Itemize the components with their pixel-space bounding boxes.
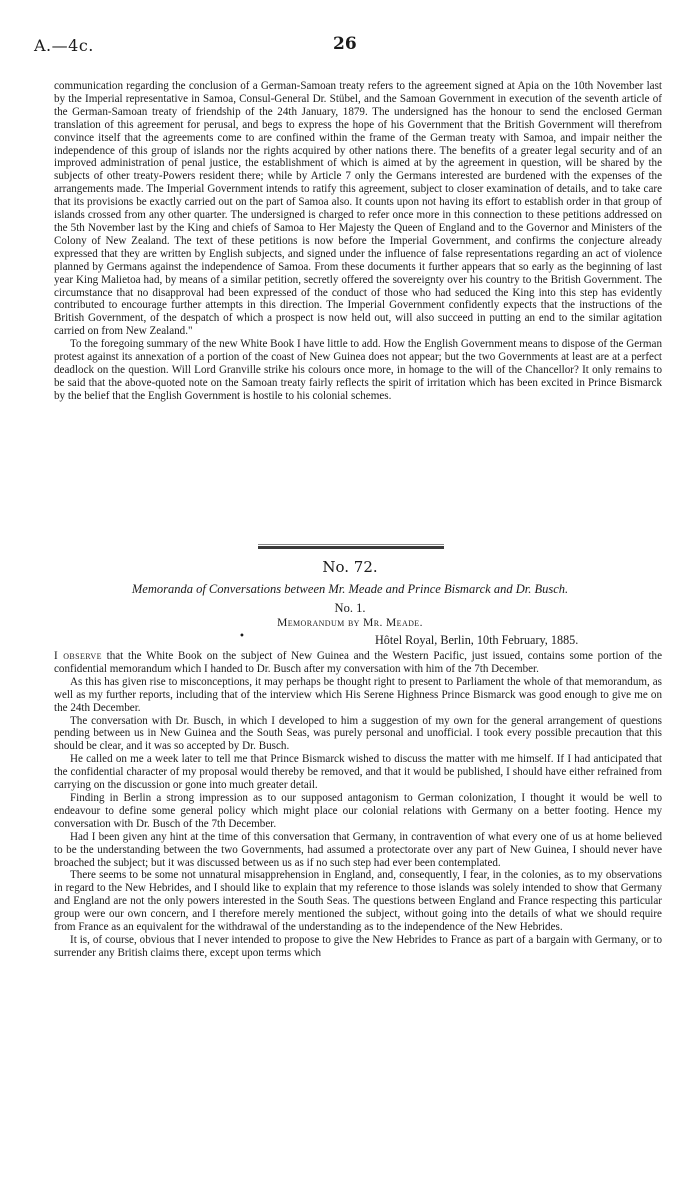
memorandum-body — [54, 650, 662, 960]
print-mark: • — [239, 631, 245, 642]
paragraph: He called on me a week later to tell me that Prince Bismarck wished to discuss the matter with me himself. If I had anticipated that the confidential character of my proposal would thereby be removed, and that it would be published, I should have either refrained from carrying on the discussion or gone into much greater detail. — [54, 753, 662, 792]
memo-number: No. 1. — [334, 601, 366, 615]
paragraph: The conversation with Dr. Busch, in which I developed to him a suggestion of my own for the general arrangement of questions pending between us in New Guinea and the South Seas, was purely personal and unofficial. I took every possible precaution that this should be clear, and it was so accepted by Dr. Busch. — [54, 714, 662, 753]
section-number: No. 72. — [322, 558, 378, 576]
paragraph-lead: I observe — [54, 650, 102, 662]
memo-author: Memorandum by Mr. Meade. — [277, 617, 423, 629]
paragraph: It is, of course, obvious that I never intended to propose to give the New Hebrides to France as part of a bargain with Germany, or to surrender any British claims there, except upon terms which — [54, 933, 662, 959]
page-number: 26 — [333, 34, 357, 54]
paragraph: Finding in Berlin a strong impression as to our supposed antagonism to German colonization, I thought it would be well to endeavour to define some general policy which might place our colonial relations with Germany on a better footing. Hence my conversation with Dr. Busch of the 7th December. — [54, 791, 662, 830]
section-title: Memoranda of Conversations between Mr. Meade and Prince Bismarck and Dr. Busch. — [131, 582, 569, 596]
section-divider — [258, 546, 444, 549]
paragraph: There seems to be some not unnatural misapprehension in England, and, consequently, I fear, in the colonies, as to my observations in regard to the New Hebrides, and I should like to explain that my reference to those islands was solely intended to show that Germany and England are not the only powers interested in the South Seas. The questions between England and France respecting this particular group were our own concern, and I therefore merely mentioned the subject, without going into the details of what we should require from France as an equivalent for the withdrawal of the understanding as to the independence of the New Hebrides. — [54, 869, 662, 934]
dateline: Hôtel Royal, Berlin, 10th February, 1885. — [375, 633, 579, 647]
paragraph: communication regarding the conclusion of a German-Samoan treaty refers to the agreement signed at Apia on the 10th November last by the Imperial representative in Samoa, Consul-General Dr. Stübel, and the Samoan Government in execution of the seventh article of the German-Samoan treaty of friendship of the 24th January, 1879. The undersigned has the honour to send the enclosed German translation of this agreement for perusal, and begs to express the hope of his Government that the British Government will therefrom convince itself that the agreements come to are confined within the frame of the German treaty with Samoa, and impair neither the independence of this group of islands nor the rights acquired by other nations there. The benefits of a greater legal security and of an improved administration of penal justice, the establishment of which is aimed at by the agreement in question, will be shared by the subjects of other treaty-Powers resident there; while by Article 7 only the Germans interested are burdened with the expenses of the arrangements made. The Imperial Government intends to ratify this agreement, subject to closer examination of details, and to take care that its provisions be exactly carried out on the part of Samoa also. It counts upon not having its effort to establish order in that group of islands crossed from any other quarter. The undersigned is charged to refer once more in this connection to these petitions addressed on the 5th November last by the King and chiefs of Samoa to Her Majesty the Queen of England and to the Governor and Ministers of the Colony of New Zealand. The text of these petitions is now before the Imperial Government, and confirms the conjecture already expressed that they are written by English subjects, and signed under the influence of false representations regarding an act of violence planned by Germans against the independence of Samoa. From these documents it further appears that so early as the beginning of last year King Malietoa had, by means of a similar petition, secretly offered the sovereignty over his country to the British Government. The circumstance that no disapproval had been expressed of the conduct of those who had seduced the King into this step has evidently contributed to encourage further attempts in this direction. The Imperial Government confidently expects that the instructions of the British Government, of the despatch of which a prospect is now held out, will also succeed in putting an end to the similar agitation carried on from New Zealand." — [54, 80, 662, 338]
letter-continuation — [54, 80, 662, 403]
document-reference: A.—4c. — [34, 36, 94, 55]
paragraph: Had I been given any hint at the time of this conversation that Germany, in contravention of what every one of us at home believed to be the understanding between the two Governments, had assumed a protectorate over any part of New Guinea, I should never have broached the subject; but it was discussed between us as if no such step had ever been contemplated. — [54, 830, 662, 869]
paragraph: I observe that the White Book on the subject of New Guinea and the Western Pacific, just issued, contains some portion of the confidential memorandum which I handed to Dr. Busch after my conversation with him of the 7th December. — [54, 650, 662, 675]
paragraph: As this has given rise to misconceptions, it may perhaps be thought right to present to Parliament the whole of that memorandum, as well as my further reports, including that of the interview which His Serene Highness Prince Bismarck was good enough to give me on the 24th December. — [54, 675, 662, 714]
paragraph: To the foregoing summary of the new White Book I have little to add. How the English Government means to dispose of the German protest against its annexation of a portion of the coast of New Guinea does not appear; but the two Governments at least are at a perfect deadlock on the question. Will Lord Granville strike his colours once more, in homage to the will of the Chancellor? It only remains to be said that the above-quoted note on the Samoan treaty fairly reflects the spirit of irritation which has been excited in Prince Bismarck by the belief that the English Government is hostile to his colonial schemes. — [54, 338, 662, 402]
